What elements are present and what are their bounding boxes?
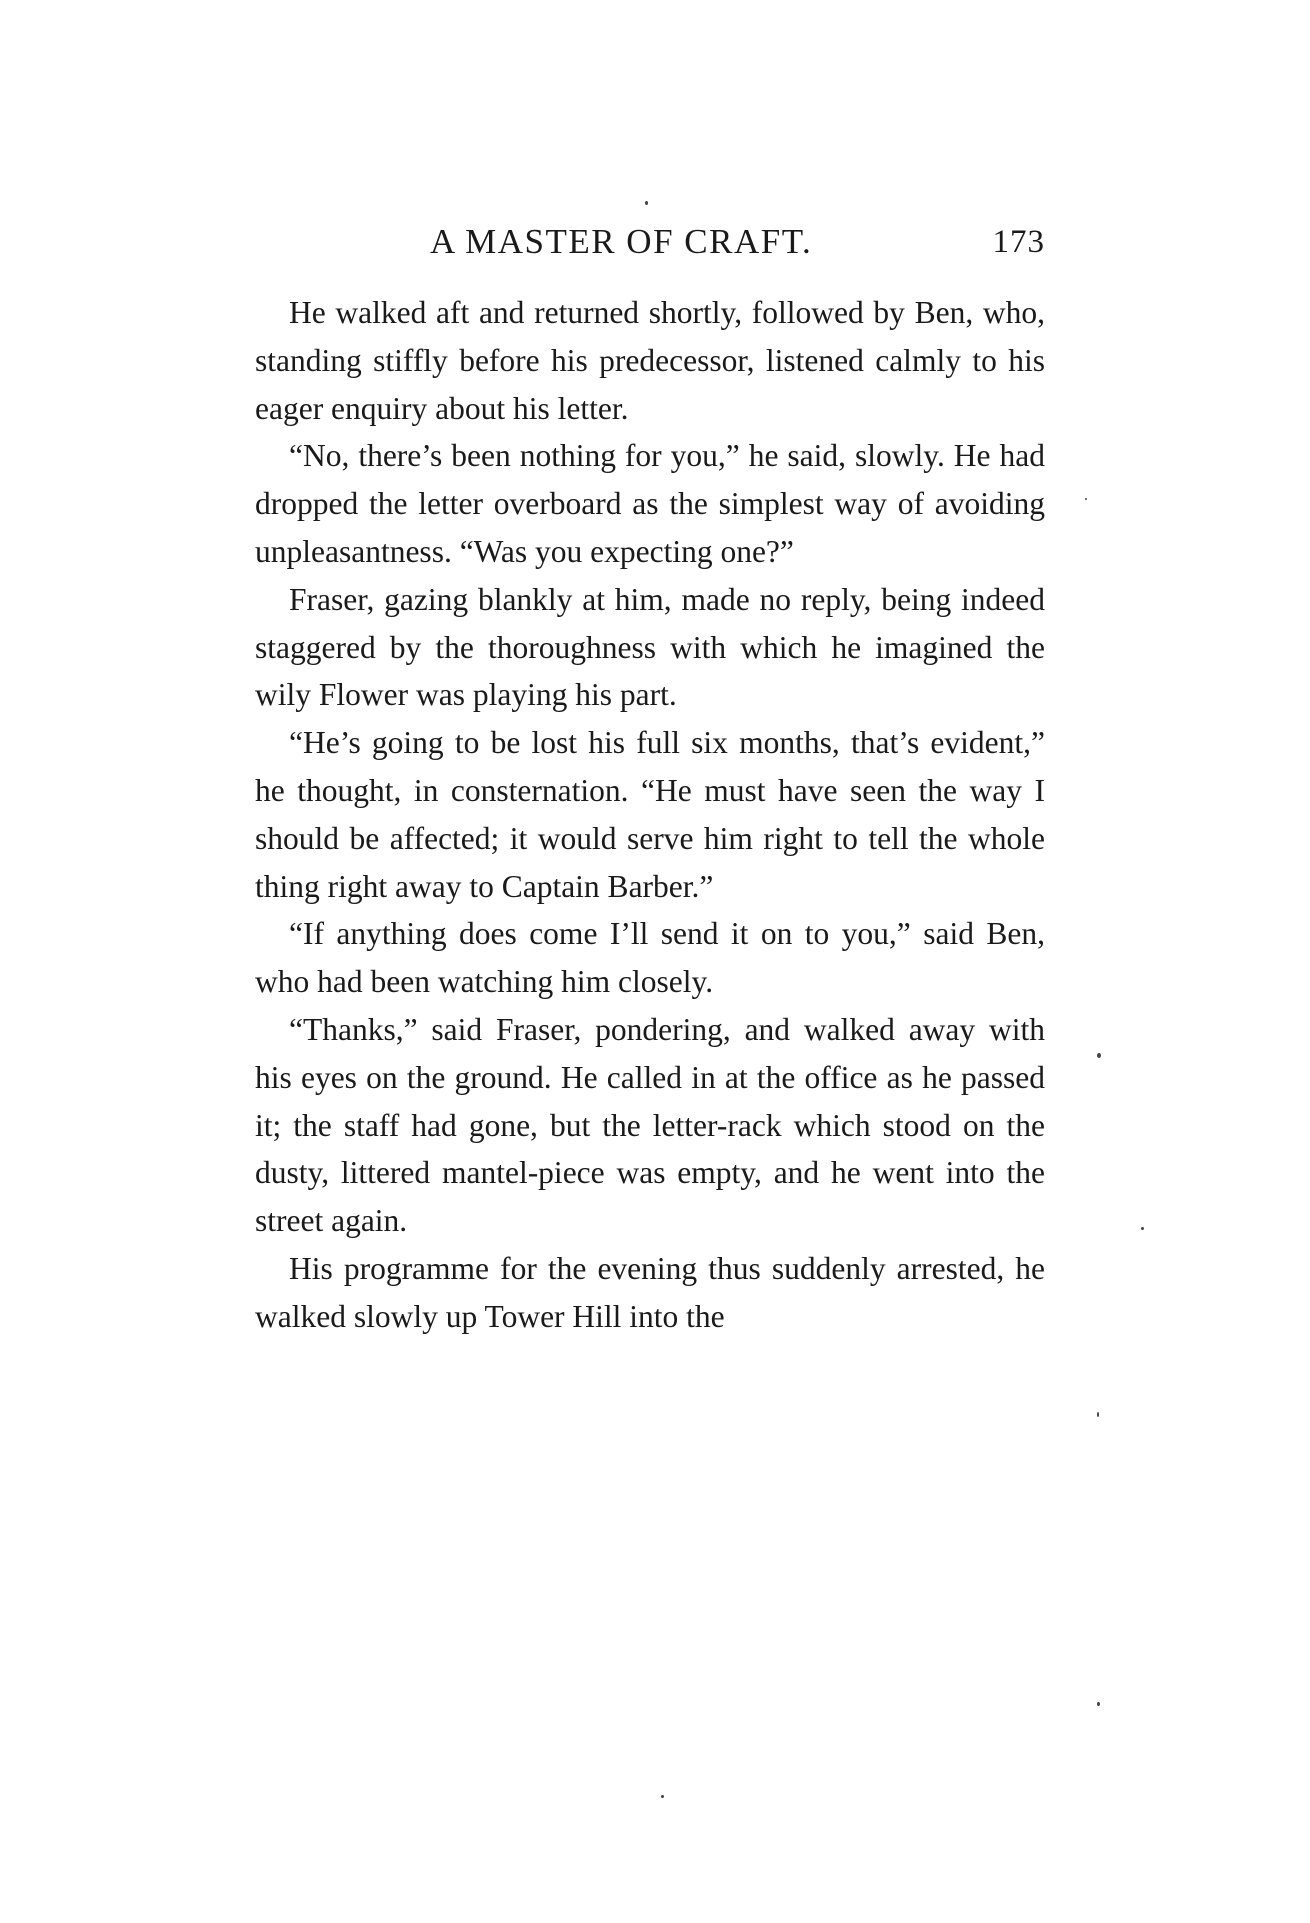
scan-speck [645,201,648,205]
paragraph-3: Fraser, gazing blankly at him, made no reply, being indeed staggered by the thoroughness with which he imagined the wily Flower was playing his part. [255,581,1045,713]
paragraph-6: “Thanks,” said Fraser, pondering, and walked away with his eyes on the ground. He called in at the office as he passed it; the staff had gone, but the letter-rack which stood on the dusty, littered mantel-piece was empty, and he went into the street again. [255,1011,1045,1239]
scan-speck [1097,1053,1101,1058]
running-head [255,222,1045,272]
body-text [255,289,1045,1341]
paragraph-5: “If anything does come I’ll send it on to you,” said Ben, who had been watching him closely. [255,916,1045,1000]
page-number: 173 [992,224,1045,260]
scan-speck [661,1795,664,1798]
paragraph-7: His programme for the evening thus suddenly arrested, he walked slowly up Tower Hill into the [255,1250,1045,1334]
scan-speck [1097,1702,1100,1706]
scan-speck [1097,1412,1099,1417]
paragraph-2: “No, there’s been nothing for you,” he said, slowly. He had dropped the letter overboard as the simplest way of avoiding unpleasantness. “Was you expecting one?” [255,438,1045,569]
scan-speck [1141,1227,1144,1230]
paragraph-1: He walked aft and returned shortly, followed by Ben, who, standing stiffly before his predecessor, listened calmly to his eager enquiry about his letter. [255,295,1045,426]
running-title: A MASTER OF CRAFT. [430,222,813,261]
scan-speck [1085,498,1087,500]
paragraph-4: “He’s going to be lost his full six months, that’s evident,” he thought, in consternation. “He must have seen the way I should be affected; it would serve him right to tell the whole thing right away to Captain Barber.” [255,725,1045,904]
